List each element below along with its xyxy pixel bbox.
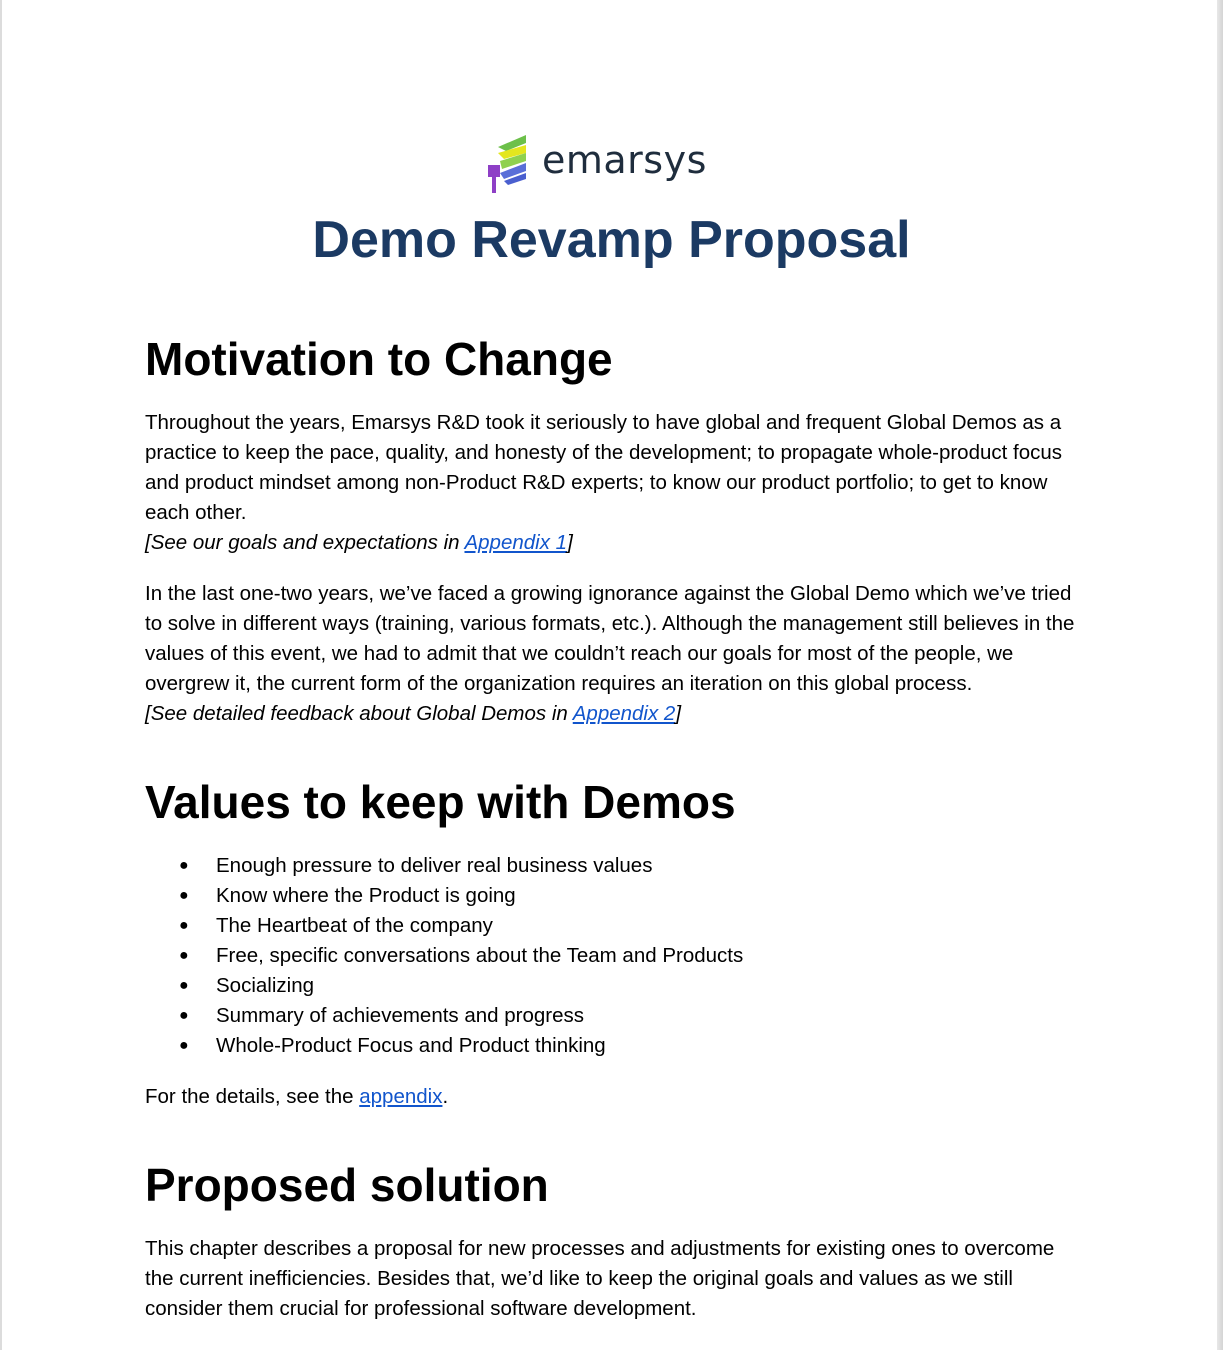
details-text: For the details, see the xyxy=(145,1085,360,1108)
appendix-1-link[interactable]: Appendix 1 xyxy=(464,531,568,554)
appendix-link[interactable]: appendix xyxy=(359,1085,443,1108)
appendix-2-link[interactable]: Appendix 2 xyxy=(572,702,676,725)
list-item: ● Free, specific conversations about the Team and Products xyxy=(145,941,1080,971)
motivation-note-1 xyxy=(145,528,1080,558)
motivation-paragraph-2: In the last one-two years, we’ve faced a growing ignorance against the Global Demo which we’ve tried to solve in different ways (training, various formats, etc.). Although the management still believes in the values of this event, we had to admit that we couldn’t reach our goals for most of the people, we overgrew it, the current form of the organization requires an iteration on this global process. xyxy=(145,582,1075,695)
list-item: ● Whole-Product Focus and Product thinking xyxy=(145,1031,1080,1061)
note-text: ] xyxy=(675,702,682,725)
note-text: [See detailed feedback about Global Demos in xyxy=(145,702,573,725)
values-details xyxy=(145,1082,1080,1112)
scrollbar-track[interactable] xyxy=(1217,0,1223,1350)
solution-paragraph-1: This chapter describes a proposal for new processes and adjustments for existing ones to overcome the current inefficiencies. Besides that, we’d like to keep the original goals and values as we still consider them crucial for professional software development. xyxy=(145,1237,1055,1320)
list-item: ● Socializing xyxy=(145,971,1080,1001)
values-list xyxy=(145,851,1080,1061)
emarsys-logo xyxy=(486,132,707,196)
page-edge xyxy=(0,0,2,1350)
note-text: ] xyxy=(567,531,573,554)
note-text: [See our goals and expectations in xyxy=(145,531,465,554)
emarsys-logo-mark-icon xyxy=(486,133,536,195)
list-item: ● Know where the Product is going xyxy=(145,881,1080,911)
motivation-paragraph-1: Throughout the years, Emarsys R&D took it seriously to have global and frequent Global Demos as a practice to keep the pace, quality, and honesty of the development; to propagate whole-product focus and product mindset among non-Product R&D experts; to know our product portfolio; to get to know each other. xyxy=(145,411,1063,524)
heading-values: Values to keep with Demos xyxy=(145,776,736,828)
heading-proposed-solution: Proposed solution xyxy=(145,1159,549,1211)
heading-motivation: Motivation to Change xyxy=(145,333,613,385)
document-body xyxy=(145,330,1080,1324)
list-item: ● Enough pressure to deliver real business values xyxy=(145,851,1080,881)
list-item: ● The Heartbeat of the company xyxy=(145,911,1080,941)
document-title: Demo Revamp Proposal xyxy=(312,211,911,269)
details-text: . xyxy=(442,1085,449,1108)
logo-wordmark: emarsys xyxy=(542,138,707,182)
motivation-note-2 xyxy=(145,699,1080,729)
list-item: ● Summary of achievements and progress xyxy=(145,1001,1080,1031)
